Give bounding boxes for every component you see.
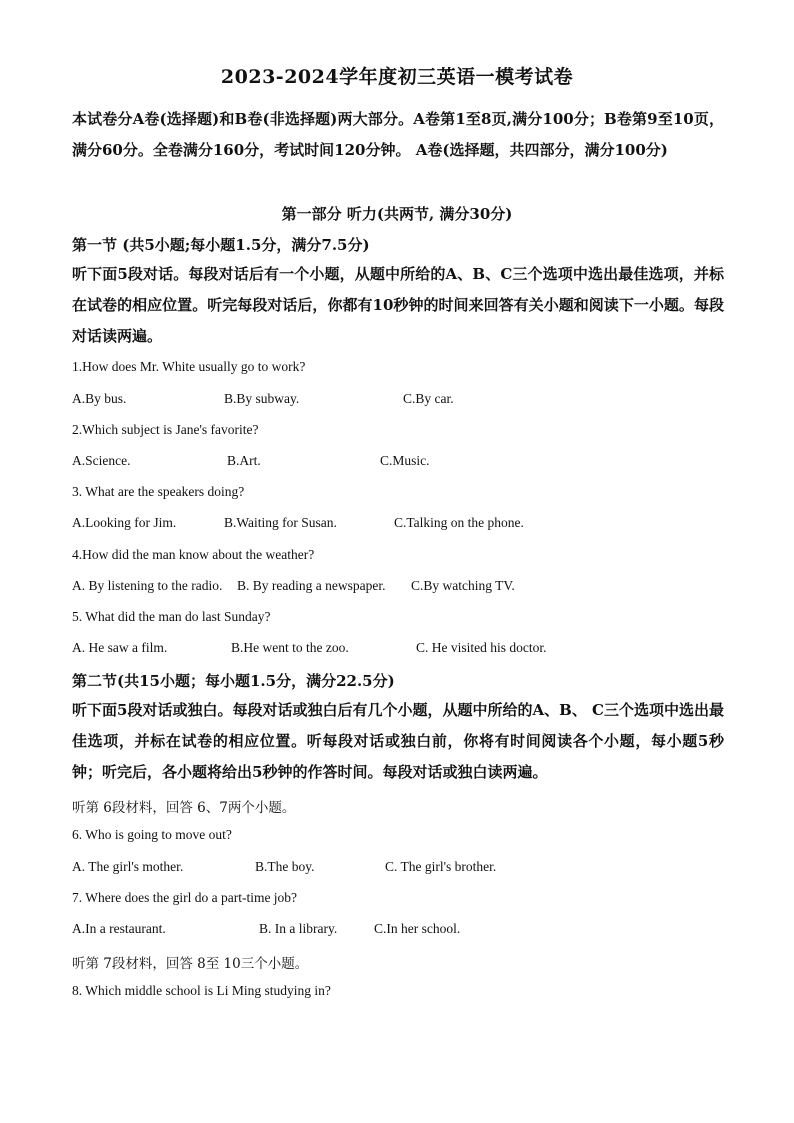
question-3-option-a: A.Looking for Jim.: [72, 515, 177, 530]
question-2-option-a: A.Science.: [72, 453, 131, 468]
question-2: 2.Which subject is Jane's favorite?: [72, 422, 259, 437]
question-5-option-a: A. He saw a film.: [72, 640, 168, 655]
question-2-option-c: C.Music.: [380, 453, 430, 468]
question-6-option-b: B.The boy.: [255, 859, 315, 874]
question-4-option-b: B. By reading a newspaper.: [237, 578, 386, 593]
question-7-option-b: B. In a library.: [259, 921, 338, 936]
question-4: 4.How did the man know about the weather?: [72, 547, 315, 562]
section1-heading: 第一节 (共5小题;每小题1.5分，满分7.5分): [72, 236, 370, 254]
part1-title: 第一部分 听力(共两节, 满分30分): [281, 205, 513, 223]
question-5-option-b: B.He went to the zoo.: [231, 640, 349, 655]
question-5-option-c: C. He visited his doctor.: [416, 640, 547, 655]
question-3-option-b: B.Waiting for Susan.: [224, 515, 337, 530]
section2-heading: 第二节(共15小题；每小题1.5分，满分22.5分): [72, 672, 395, 690]
question-4-option-a: A. By listening to the radio.: [72, 578, 223, 593]
question-4-option-c: C.By watching TV.: [411, 578, 515, 593]
material-7-note: 听第 7段材料，回答 8至 10三个小题。: [72, 956, 309, 972]
section2-instructions: 听下面5段对话或独白。每段对话或独白后有几个小题，从题中所给的A、B、 C三个选项中选出最佳选项，并标在试卷的相应位置。听每段对话或独白前，你将有时间阅读各个小题，每小题5秒钟；听完后，各小题将给出5秒钟的作答时间。每段对话或独白读两遍。: [72, 701, 724, 781]
question-8: 8. Which middle school is Li Ming studying in?: [72, 983, 331, 998]
question-7: 7. Where does the girl do a part-time job?: [72, 890, 298, 905]
question-1: 1.How does Mr. White usually go to work?: [72, 359, 306, 374]
question-6: 6. Who is going to move out?: [72, 827, 232, 842]
question-1-option-b: B.By subway.: [224, 391, 300, 406]
question-2-option-b: B.Art.: [227, 453, 261, 468]
material-6-note: 听第 6段材料，回答 6、7两个小题。: [72, 800, 296, 816]
question-3-option-c: C.Talking on the phone.: [394, 515, 524, 530]
question-5: 5. What did the man do last Sunday?: [72, 609, 271, 624]
exam-title: 2023-2024学年度初三英语一模考试卷: [220, 66, 574, 88]
question-7-option-c: C.In her school.: [374, 921, 461, 936]
question-6-option-c: C. The girl's brother.: [385, 859, 497, 874]
question-6-option-a: A. The girl's mother.: [72, 859, 184, 874]
question-3: 3. What are the speakers doing?: [72, 484, 245, 499]
question-7-option-a: A.In a restaurant.: [72, 921, 166, 936]
section1-instructions: 听下面5段对话。每段对话后有一个小题，从题中所给的A、B、C三个选项中选出最佳选项，并标在试卷的相应位置。听完每段对话后，你都有10秒钟的时间来回答有关小题和阅读下一小题。每段对话读两遍。: [72, 265, 724, 345]
question-1-option-c: C.By car.: [403, 391, 454, 406]
question-1-option-a: A.By bus.: [72, 391, 127, 406]
exam-intro: 本试卷分A卷(选择题)和B卷(非选择题)两大部分。A卷第1至8页,满分100分；B卷第9至10页，满分60分。全卷满分160分，考试时间120分钟。 A卷(选择题，共四部分，满分100分): [72, 110, 724, 159]
